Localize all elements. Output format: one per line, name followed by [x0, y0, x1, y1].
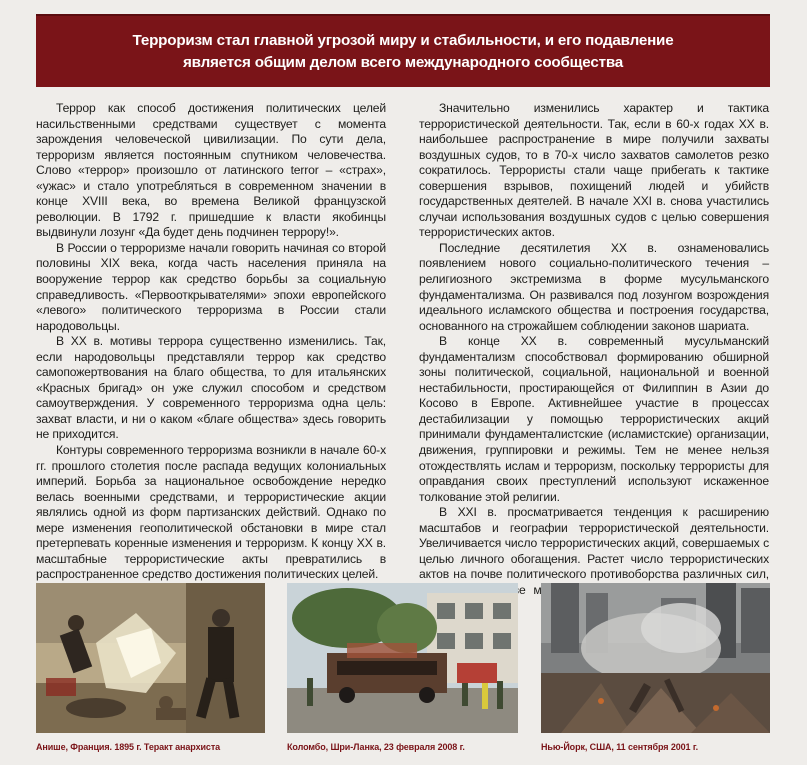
photo-caption: Коломбо, Шри-Ланка, 23 февраля 2008 г. — [287, 742, 465, 752]
photo-colombo-bombing — [287, 583, 518, 733]
right-text-column — [419, 101, 769, 614]
paragraph: Значительно изменились характер и тактика террористической деятельности. Так, если в 60-х годах XX в. наибольшее распространение в мире получили захваты воздушных судов, то в 70-х число захватов самолетов резко сократилось. Террористы стали чаще прибегать к тактике совершения взрывов, похищений людей и убийств государственных деятелей. В начале XXI в. снова участились случаи использования воздушных судов с целью совершения террористических актов. — [419, 101, 769, 240]
paragraph: Террор как способ достижения политических целей насильственными средствами существует с момента зарождения человеческой цивилизации. По сути дела, терроризм является постоянным спутником человечества. Слово «террор» произошло от латинского terror – «страх», «ужас» и стало употребляться в современном значении в конце XVIII века, во времена Великой французской революции. В 1792 г. пришедшие к власти якобинцы выдвинули лозунг «Да будет день подчинен террору!». — [36, 101, 386, 240]
photo-new-york-attack — [541, 583, 770, 733]
paragraph: В России о терроризме начали говорить начиная со второй половины XIX века, когда часть населения приняла на вооружение террор как средство борьбы за социальную справедливость. «Первооткрывателями» эпохи европейского «левого» политического терроризма в России стали народовольцы. — [36, 240, 386, 333]
title-line-2: является общим делом всего международного сообщества — [182, 53, 624, 71]
left-text-column — [36, 101, 386, 583]
paragraph: В конце XX в. современный мусульманский фундаментализм способствовал формированию обширной зоны политической, социальной, национальной и военной нестабильности, простирающейся от Филиппин в Азии до Косово в Европе. Активнейшее участие в процессах дестабилизации у помощью террористических акций принимали фундаменталистские (исламистские) организации, движения, группировки и режимы. Тем не менее нельзя отождествлять ислам и терроризм, поскольку террористы для оправдания своих преступлений используют искаженное толкование этой религии. — [419, 334, 769, 504]
photo-caption: Анише, Франция. 1895 г. Теракт анархиста — [36, 742, 221, 752]
paragraph: Контуры современного терроризма возникли в начале 60-х гг. прошлого столетия после распада ведущих колониальных империй. Борьба за национальное освобождение нередко велась военными средствами, и террористические акции являлись одной из форм партизанских действий. Однако по мере изменения геополитической обстановки в мире стал претерпевать коренные изменения и терроризм. К концу XX в. масштабные террористические акты превратились в распространенное средство достижения политических целей. — [36, 443, 386, 582]
photo-caption: Нью-Йорк, США, 11 сентября 2001 г. — [541, 742, 699, 752]
title-banner — [36, 14, 770, 87]
paragraph: В XXI в. просматривается тенденция к расширению масштабов и географии террористической деятельности. Увеличивается число террористических акций, совершаемых с целью личного обогащения. Растет число террористических актов на почве политического противоборства различных сил, — [419, 505, 769, 582]
paragraph: Последние десятилетия XX в. ознаменовались появлением нового социально-политического течения – религиозного экстремизма в форме мусульманского фундаментализма. Он развивался под лозунгом возрождения идеального исламского общества и построения государства, основанного на строжайшем соблюдении законов шариата. — [419, 240, 769, 333]
paragraph: В XX в. мотивы террора существенно изменились. Так, если народовольцы представляли террор как средство самопожертвования на благо общества, то для итальянских «Красных бригад» он уже служил способом и средством самоутверждения. У современного терроризма одна цель: захват власти, и ни о каком «благе общества» здесь говорить не приходится. — [36, 334, 386, 442]
photo-anarchist-attack — [36, 583, 265, 733]
title-line-1: Терроризм стал главной угрозой миру и стабильности, и его подавление — [132, 31, 674, 49]
